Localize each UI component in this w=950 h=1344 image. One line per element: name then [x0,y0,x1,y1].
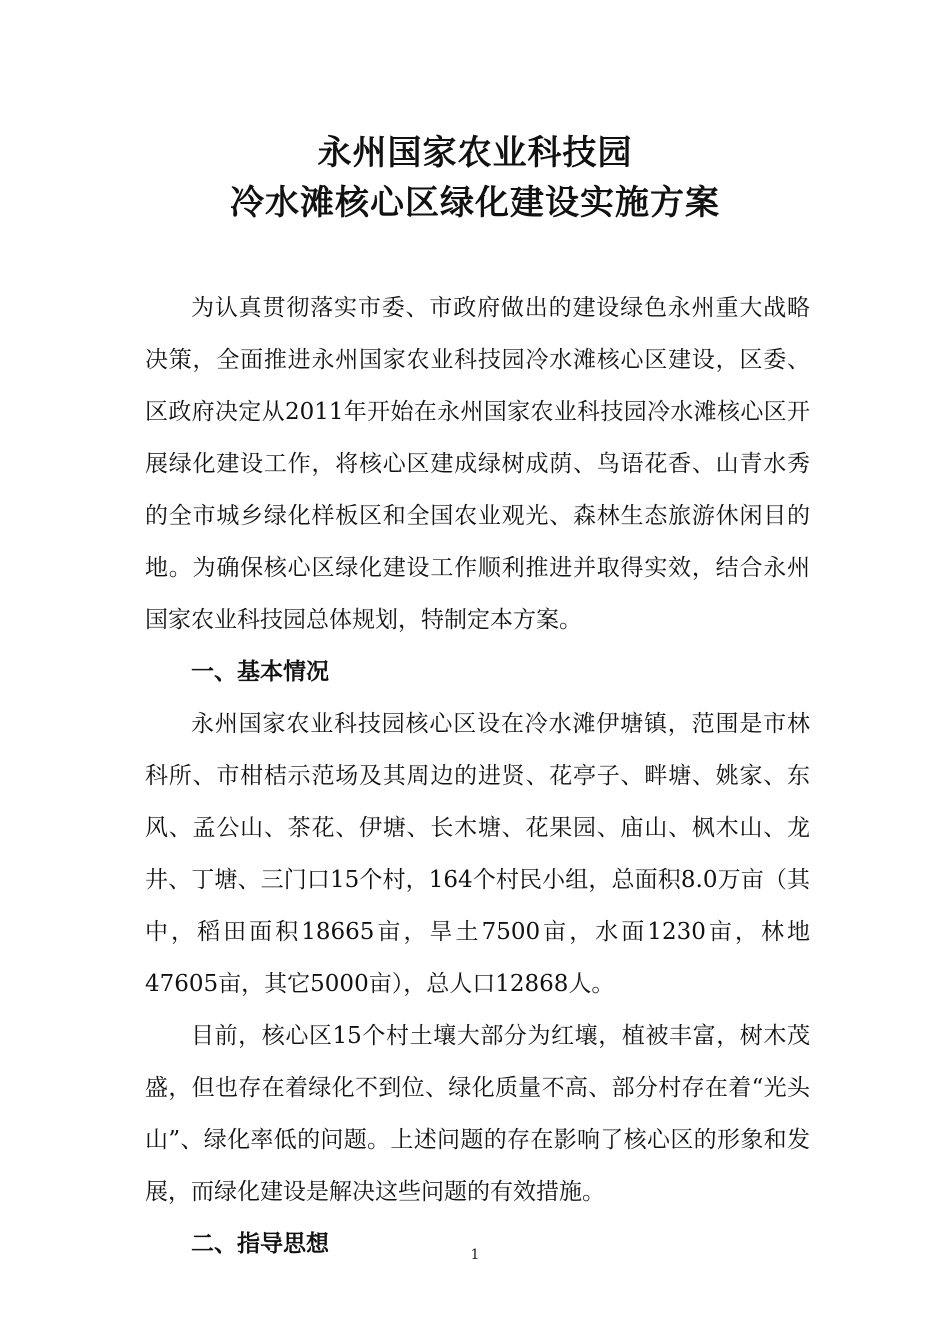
document-title-line-2: 冷水滩核心区绿化建设实施方案 [230,183,720,223]
document-body [145,282,810,1270]
intro-paragraph: 为认真贯彻落实市委、市政府做出的建设绿色永州重大战略决策，全面推进永州国家农业科技园冷水滩核心区建设，区委、区政府决定从2011年开始在永州国家农业科技园冷水滩核心区开展绿化建设工作，将核心区建成绿树成荫、鸟语花香、山青水秀的全市城乡绿化样板区和全国农业观光、森林生态旅游休闲目的地。为确保核心区绿化建设工作顺利推进并取得实效，结合永州国家农业科技园总体规划，特制定本方案。 [145,295,810,633]
page-number: 1 [470,1247,480,1263]
section-heading-basic-situation: 一、基本情况 [191,659,329,685]
basic-situation-paragraph-1: 永州国家农业科技园核心区设在冷水滩伊塘镇，范围是市林科所、市柑桔示范场及其周边的进贤、花亭子、畔塘、姚家、东风、孟公山、茶花、伊塘、长木塘、花果园、庙山、枫木山、龙井、丁塘、三门口15个村，164个村民小组，总面积8.0万亩（其中，稻田面积18665亩，旱土7500亩，水面1230亩，林地47605亩，其它5000亩），总人口12868人。 [145,711,810,997]
document-title-line-1: 永州国家农业科技园 [317,133,633,173]
section-heading-guiding-ideology: 二、指导思想 [191,1231,329,1257]
basic-situation-paragraph-2: 目前，核心区15个村土壤大部分为红壤，植被丰富，树木茂盛，但也存在着绿化不到位、绿化质量不高、部分村存在着“光头山”、绿化率低的问题。上述问题的存在影响了核心区的形象和发展，而绿化建设是解决这些问题的有效措施。 [145,1023,810,1205]
